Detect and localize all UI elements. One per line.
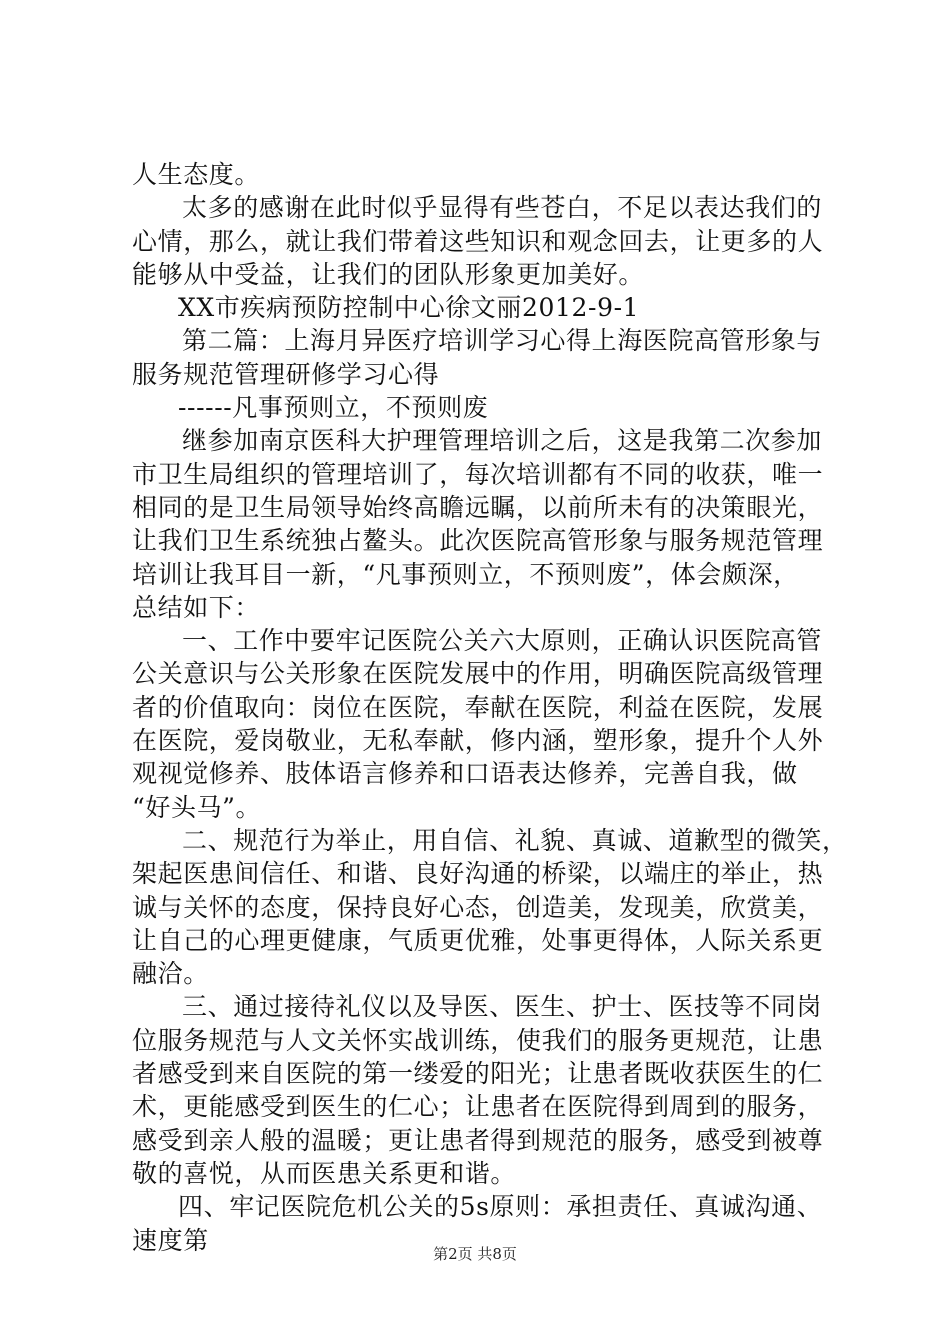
text-line: 架起医患间信任、和谐、良好沟通的桥梁，以端庄的举止，热 — [132, 859, 824, 889]
subtitle-line: ------凡事预则立，不预则废 — [178, 393, 489, 423]
text-line: 总结如下： — [132, 592, 261, 622]
text-line: 者感受到来自医院的第一缕爱的阳光；让患者既收获医生的仁 — [132, 1059, 824, 1089]
text-line: 让自己的心理更健康，气质更优雅，处事更得体，人际关系更 — [132, 925, 824, 955]
text-line: 培训让我耳目一新，“凡事预则立，不预则废”，体会颇深， — [132, 559, 799, 589]
text-line: 二、规范行为举止，用自信、礼貌、真诚、道歉型的微笑， — [182, 825, 848, 855]
text-line: 太多的感谢在此时似乎显得有些苍白，不足以表达我们的 — [182, 193, 823, 223]
text-line: 心情，那么，就让我们带着这些知识和观念回去，让更多的人 — [132, 226, 824, 256]
text-line: 能够从中受益，让我们的团队形象更加美好。 — [132, 259, 645, 289]
section-title: 服务规范管理研修学习心得 — [132, 359, 440, 389]
text-line: 相同的是卫生局领导始终高瞻远瞩，以前所未有的决策眼光， — [132, 492, 824, 522]
text-line: 位服务规范与人文关怀实战训练，使我们的服务更规范，让患 — [132, 1025, 824, 1055]
text-line: 公关意识与公关形象在医院发展中的作用，明确医院高级管理 — [132, 659, 824, 689]
text-line: 人生态度。 — [132, 160, 261, 189]
text-line: 四、牢记医院危机公关的5s原则：承担责任、真诚沟通、 — [178, 1192, 823, 1222]
section-title: 第二篇：上海月异医疗培训学习心得上海医院高管形象与 — [182, 326, 823, 356]
text-line: 让我们卫生系统独占鳌头。此次医院高管形象与服务规范管理 — [132, 526, 824, 556]
text-line: 速度第 — [132, 1225, 209, 1255]
text-line: 在医院，爱岗敬业，无私奉献，修内涵，塑形象，提升个人外 — [132, 726, 824, 756]
signature-line: XX市疾病预防控制中心徐文丽2012-9-1 — [178, 293, 640, 323]
text-line: 市卫生局组织的管理培训了，每次培训都有不同的收获，唯一 — [132, 459, 824, 489]
text-line: 三、通过接待礼仪以及导医、医生、护士、医技等不同岗 — [182, 992, 823, 1022]
text-line: 融洽。 — [132, 959, 209, 989]
text-line: 术，更能感受到医生的仁心；让患者在医院得到周到的服务， — [132, 1092, 824, 1122]
text-line: 一、工作中要牢记医院公关六大原则，正确认识医院高管 — [182, 626, 823, 656]
text-line: 诚与关怀的态度，保持良好心态，创造美，发现美，欣赏美， — [132, 892, 824, 922]
text-line: 敬的喜悦，从而医患关系更和谐。 — [132, 1158, 517, 1188]
text-line: 观视觉修养、肢体语言修养和口语表达修养，完善自我，做 — [132, 759, 798, 789]
text-line: 继参加南京医科大护理管理培训之后，这是我第二次参加 — [182, 426, 823, 456]
text-line: “好头马”。 — [132, 792, 262, 822]
document-body — [132, 158, 848, 1257]
page-footer: 第2页 共8页 — [433, 1245, 517, 1263]
text-line: 感受到亲人般的温暖；更让患者得到规范的服务，感受到被尊 — [132, 1125, 824, 1155]
text-line: 者的价值取向：岗位在医院，奉献在医院，利益在医院，发展 — [132, 692, 824, 722]
